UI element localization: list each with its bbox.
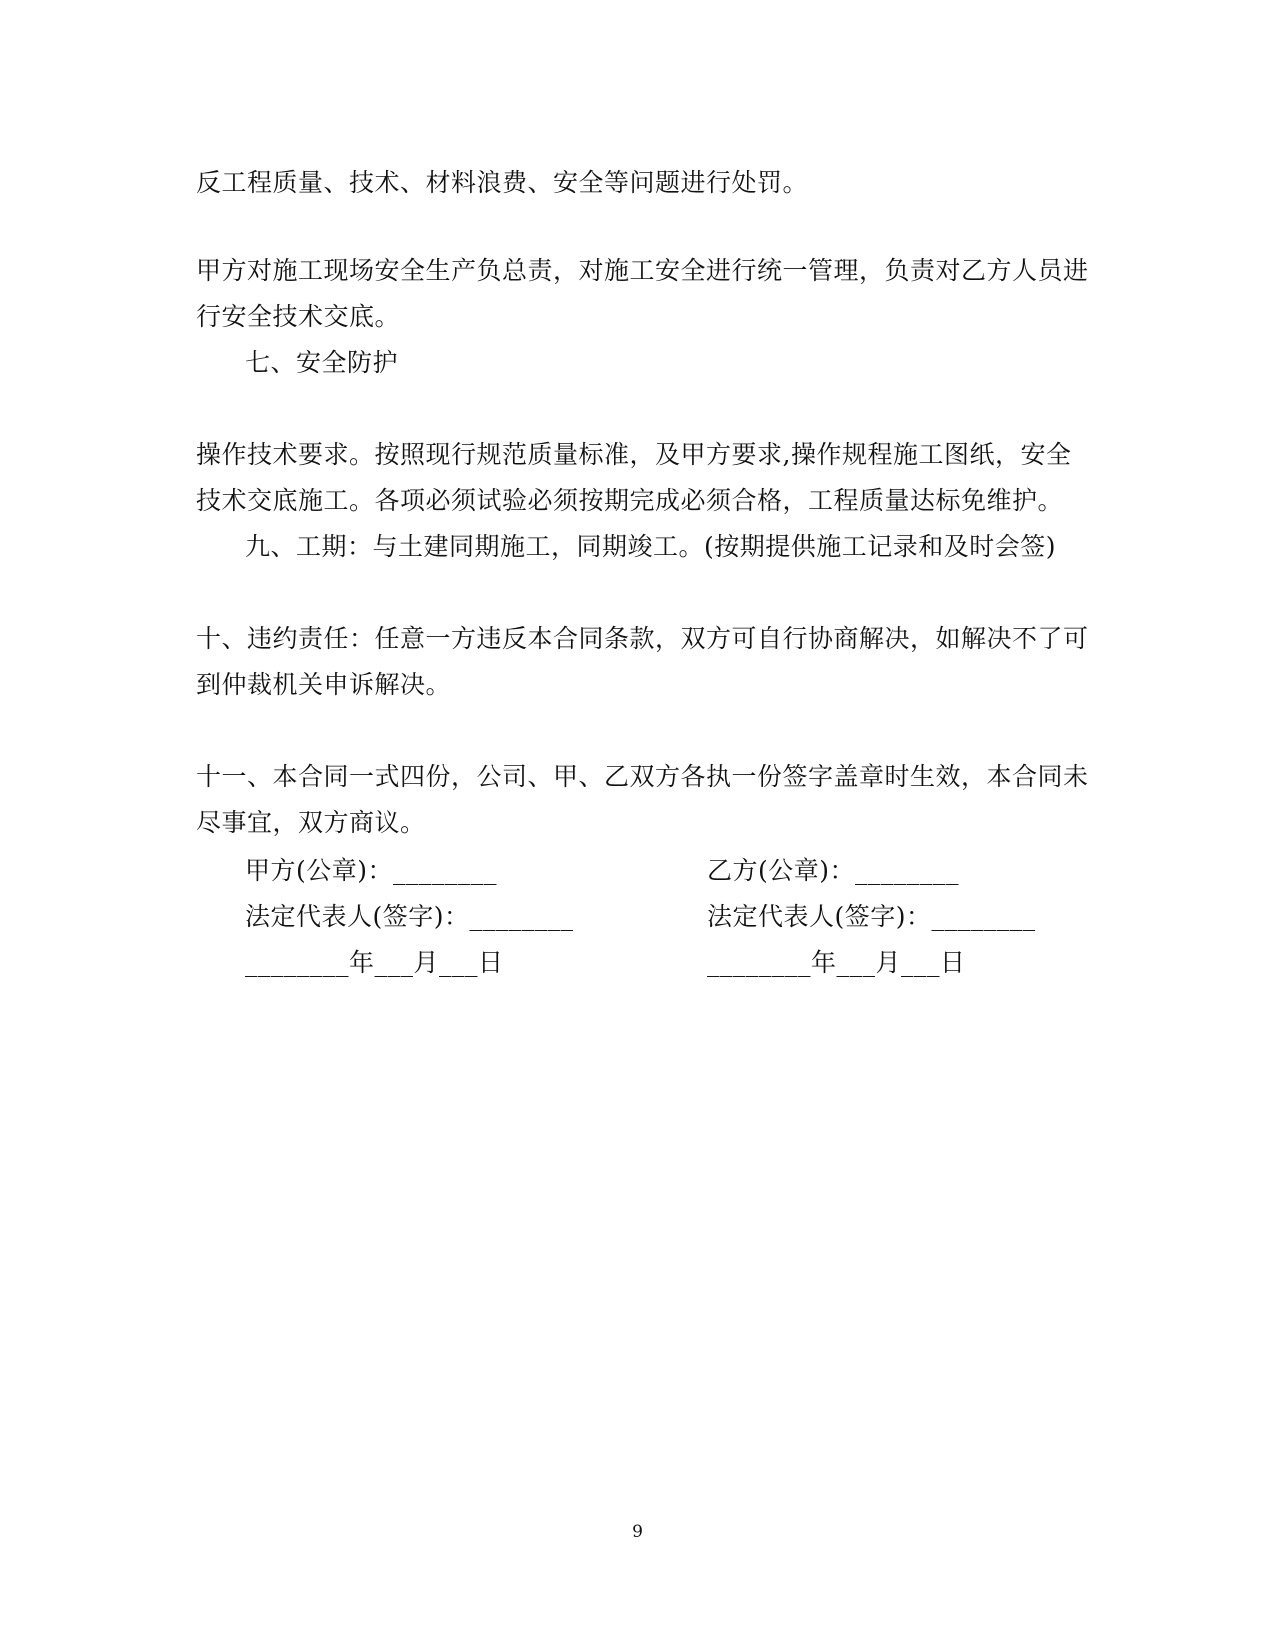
paragraph-line: 反工程质量、技术、材料浪费、安全等问题进行处罚。 <box>196 168 809 197</box>
paragraph-line: 操作技术要求。按照现行规范质量标准，及甲方要求,操作规程施工图纸，安全 <box>196 440 1072 469</box>
paragraph-line: 到仲裁机关申诉解决。 <box>196 670 452 699</box>
party-a-date-field: ________年___月___日 <box>245 948 504 977</box>
paragraph-line: 十一、本合同一式四份，公司、甲、乙双方各执一份签字盖章时生效，本合同未 <box>196 762 1089 791</box>
paragraph-line: 十、违约责任：任意一方违反本合同条款，双方可自行协商解决，如解决不了可 <box>196 624 1089 653</box>
page-number: 9 <box>632 1522 643 1542</box>
party-a-representative-field: 法定代表人(签字)：________ <box>245 902 574 931</box>
section-heading: 七、安全防护 <box>245 348 399 377</box>
paragraph-line: 尽事宜，双方商议。 <box>196 808 426 837</box>
section-heading: 九、工期：与土建同期施工，同期竣工。(按期提供施工记录和及时会签) <box>245 532 1057 561</box>
party-a-seal-field: 甲方(公章)：________ <box>245 856 498 885</box>
paragraph-line: 技术交底施工。各项必须试验必须按期完成必须合格，工程质量达标免维护。 <box>196 486 1064 515</box>
party-b-seal-field: 乙方(公章)：________ <box>707 856 960 885</box>
party-b-date-field: ________年___月___日 <box>707 948 966 977</box>
paragraph-line: 甲方对施工现场安全生产负总责，对施工安全进行统一管理，负责对乙方人员进 <box>196 256 1089 285</box>
paragraph-line: 行安全技术交底。 <box>196 302 401 331</box>
party-b-representative-field: 法定代表人(签字)：________ <box>707 902 1036 931</box>
